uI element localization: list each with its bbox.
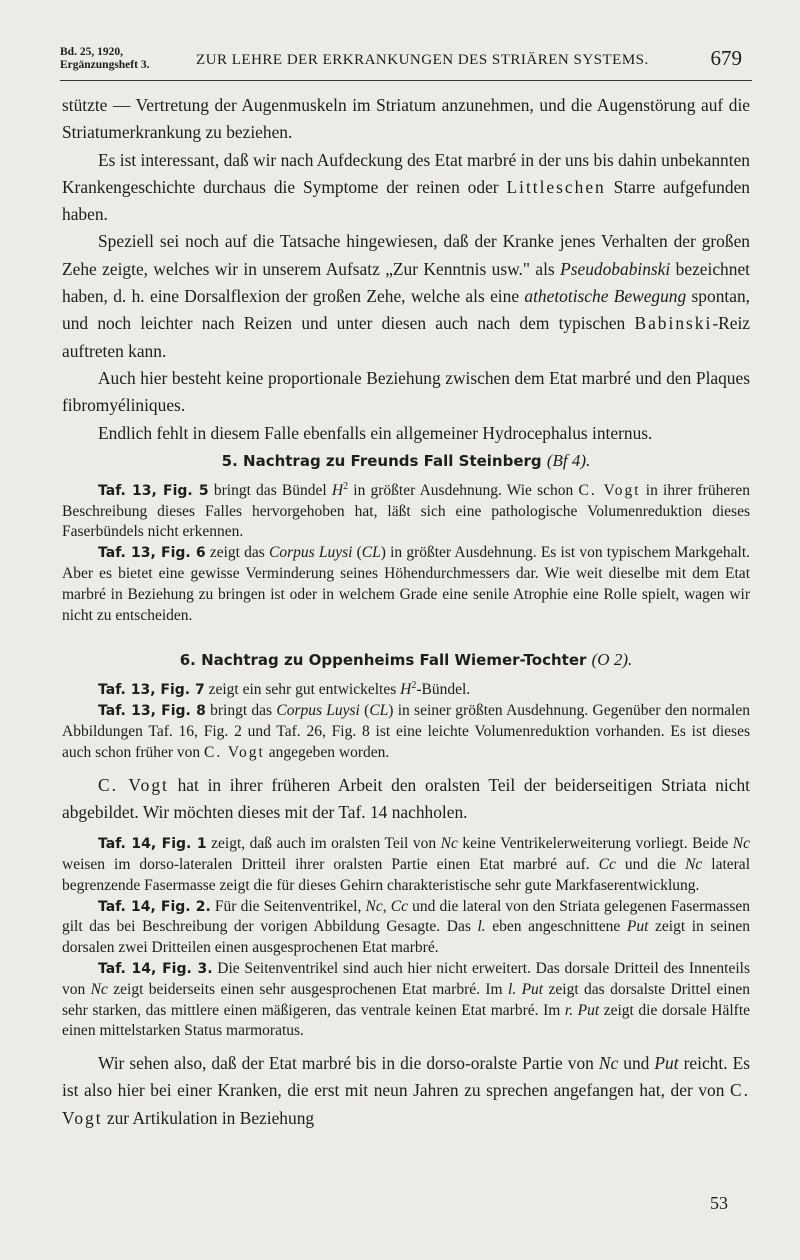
text-run: Die Seitenventrikel sind auch hier nicht erweitert. Das dorsale Dritteil des Innenteils von [62, 960, 750, 998]
journal-volume [60, 46, 149, 72]
paragraph: Auch hier besteht keine proportionale Beziehung zwischen dem Etat marbré und den Plaques fibromyéliniques. [62, 367, 750, 416]
text-run: und die [615, 856, 686, 874]
section-title: 6. Nachtrag zu Oppenheims Fall Wiemer-Tochter [179, 651, 587, 670]
paragraph [62, 228, 750, 364]
volume-line: Bd. 25, 1920, [60, 46, 123, 58]
italic-term: athetotische Bewegung [524, 286, 687, 307]
italic-term: r. Put [564, 1001, 600, 1019]
text-run: keine Ventrikelerweiterung vorliegt. Beide [457, 835, 733, 853]
text-run: zur Artikulation in Beziehung [102, 1107, 315, 1128]
figure-ref: Taf. 14, Fig. 3. [98, 961, 213, 977]
paragraph [62, 897, 750, 959]
text-run: Für die Seitenventrikel, [210, 897, 366, 915]
text-run: , [382, 897, 391, 915]
spacer [62, 764, 750, 772]
italic-term: Corpus Luysi [276, 702, 360, 720]
figure-ref: Taf. 13, Fig. 8 [98, 703, 206, 720]
text-run: zeigt in seinen dorsalen zwei Dritteilen einen ausgesprochenen Etat marbré. [62, 918, 750, 957]
text-run: angegeben worden. [264, 743, 390, 761]
figure-ref: Taf. 13, Fig. 7 [98, 682, 205, 699]
paragraph [62, 959, 750, 1042]
italic-term: Cc [390, 897, 408, 915]
italic-term: CL [369, 702, 389, 720]
text-run: hat in ihrer früheren Arbeit den oralsten Teil der beiderseitigen Striata nicht abgebildet. Wir möchten dieses mit der Taf. 14 nachholen. [62, 774, 750, 822]
italic-term: Put [626, 918, 649, 936]
text-run: bezeichnet haben, d. h. eine Dorsalflexion der großen Zehe, welche als eine [62, 258, 750, 307]
text-run: ( [359, 702, 370, 720]
paragraph [62, 680, 750, 701]
italic-term: Nc [598, 1053, 619, 1074]
text-run: zeigt die dorsale Hälfte einen mittelstarken Status marmoratus. [62, 1001, 751, 1040]
text-run: Es ist interessant, daß wir nach Aufdeckung des Etat marbré in der uns bis dahin unbekannten Krankengeschichte durchaus die Symptome der reinen oder [62, 149, 750, 197]
italic-term: Pseudobabinski [560, 258, 671, 279]
superscript: 2 [411, 680, 417, 692]
section-title: 5. Nachtrag zu Freunds Fall Steinberg [221, 451, 542, 470]
paragraph [62, 772, 750, 827]
spacer [62, 1042, 750, 1050]
italic-term: Cc [598, 856, 616, 874]
spacer [62, 826, 750, 834]
spacer [62, 626, 750, 646]
italic-term: Nc [732, 835, 751, 853]
paragraph [62, 543, 750, 626]
section-heading [62, 447, 750, 475]
italic-term: H [331, 481, 344, 499]
text-run: zeigt ein sehr gut entwickeltes [204, 681, 401, 699]
text-run: weisen im dorso-lateralen Dritteil ihrer oralsten Partie einen Etat marbré auf. [62, 856, 599, 874]
paragraph [62, 481, 750, 543]
text-run: und [618, 1053, 655, 1074]
text-run: und die lateral von den Striata gelegenen Fasermassen gilt das bei Beschreibung der vorigen Abbildung Gesagte. Das [62, 897, 751, 936]
section-ref: (O 2). [591, 650, 633, 670]
paragraph: stützte — Vertretung der Augenmuskeln im Striatum anzunehmen, und die Augenstörung auf die Striatumerkrankung zu beziehen. [62, 95, 750, 143]
italic-term: Nc [685, 856, 703, 874]
text-run: reicht. Es ist also hier bei einer Kranken, die erst mit neun Jahren zu sprechen angefangen hat, der von [62, 1053, 750, 1101]
person-name: Babinski [634, 313, 713, 334]
page-body [62, 92, 750, 1132]
paragraph [62, 834, 750, 896]
text-run: eben angeschnittene [485, 918, 627, 936]
text-run: lateral begrenzende Fasermasse zeigt die für dieses Gehirn charakteristische sehr gute Markfaserentwicklung. [62, 856, 750, 894]
text-run: Wir sehen also, daß der Etat marbré bis in die dorso-oralste Partie von [98, 1053, 599, 1074]
signature-mark: 53 [710, 1193, 728, 1213]
text-run: bringt das Bündel [208, 481, 332, 499]
text-run: Speziell sei noch auf die Tatsache hingewiesen, daß der Kranke jenes Verhalten der großen Zehe zeigte, welches wir in unserem Aufsatz „Zur Kenntnis usw." als [62, 231, 750, 279]
supplement-line: Ergänzungsheft 3. [60, 59, 150, 71]
running-header [60, 46, 752, 81]
text-run: ) in seiner größten Ausdehnung. Gegenüber den normalen Abbildungen Taf. 16, Fig. 2 und Taf. 26, Fig. 8 ist eine leichte Volumenreduktion vorhanden. Es ist dieses auch schon früher von [62, 702, 750, 761]
italic-term: l. Put [508, 980, 544, 998]
text-run: in ihrer früheren Beschreibung dieses Falles hervorgehoben hat, läßt sich eine pathologische Volumenreduktion dieses Faserbündels nicht erkennen. [62, 481, 750, 541]
paragraph: Endlich fehlt in diesem Falle ebenfalls ein allgemeiner Hydrocephalus internus. [98, 422, 653, 443]
paragraph [62, 701, 750, 763]
section-ref: (Bf 4). [546, 450, 591, 470]
text-run: ) in größter Ausdehnung. Es ist von typischem Markgehalt. Aber es bietet eine gewisse Verminderung seines Höhendurchmessers dar. Wie weit dieselbe mit dem Etat marbré in Beziehung zu bringen ist oder in welchem Grade eine senile Atrophie eine Rolle spielt, wagen wir nicht zu entscheiden. [62, 544, 751, 624]
person-name: C. Vogt [62, 1080, 750, 1128]
text-run: -Reiz auftreten kann. [62, 313, 750, 361]
section-heading [62, 646, 750, 674]
text-run: zeigt, daß auch im oralsten Teil von [206, 835, 441, 853]
figure-ref: Taf. 14, Fig. 1 [98, 836, 207, 853]
text-run: Starre aufgefunden haben. [62, 176, 750, 225]
italic-term: Put [654, 1053, 679, 1074]
superscript: 2 [343, 480, 349, 492]
page-number: 679 [710, 46, 742, 70]
italic-term: H [400, 681, 412, 699]
text-run: spontan, und noch leichter nach Reizen und unter diesen auch nach dem typischen [62, 286, 750, 334]
running-title: ZUR LEHRE DER ERKRANKUNGEN DES STRIÄREN SYSTEMS. [196, 52, 649, 68]
person-name: Littleschen [506, 176, 606, 197]
text-run: zeigt das [205, 544, 269, 562]
text-run: zeigt das dorsalste Drittel einen sehr starken, das mittlere einen mäßigeren, das ventrale keinen Etat marbré. Im [62, 980, 750, 1019]
person-name: C. Vogt [98, 774, 169, 795]
italic-term: l. [477, 918, 486, 936]
italic-term: Nc [90, 980, 108, 998]
text-run: bringt das [205, 702, 277, 720]
italic-term: Nc [440, 835, 458, 853]
italic-term: CL [361, 544, 381, 562]
text-run: in größter Ausdehnung. Wie schon [348, 481, 579, 499]
person-name: C. Vogt [578, 481, 641, 499]
italic-term: Corpus Luysi [268, 544, 353, 562]
figure-ref: Taf. 13, Fig. 6 [98, 545, 206, 562]
person-name: C. Vogt [204, 743, 265, 761]
paragraph [62, 147, 750, 229]
text-run: zeigt beiderseits einen sehr ausgesprochenen Etat marbré. Im [107, 980, 509, 998]
italic-term: Nc [365, 897, 383, 915]
text-run: ( [352, 544, 362, 562]
figure-ref: Taf. 14, Fig. 2. [98, 898, 211, 915]
paragraph [62, 1050, 750, 1132]
figure-ref: Taf. 13, Fig. 5 [98, 482, 209, 499]
text-run: -Bündel. [416, 681, 471, 699]
